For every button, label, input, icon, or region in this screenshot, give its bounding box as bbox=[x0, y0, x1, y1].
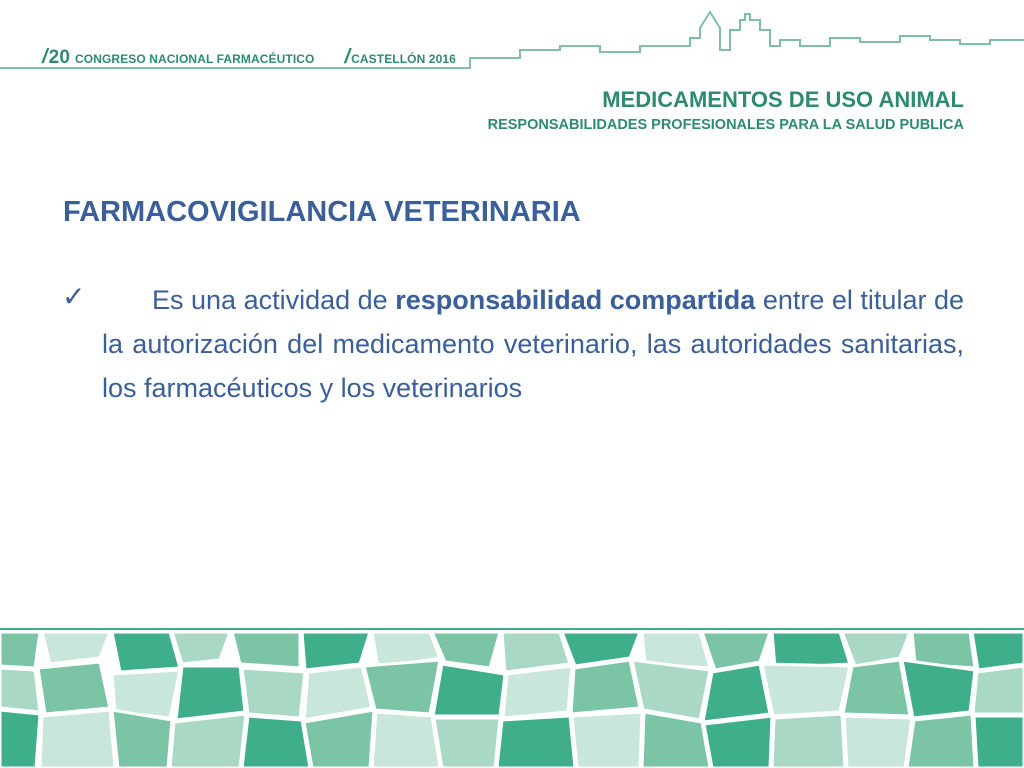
main-title: MEDICAMENTOS DE USO ANIMAL bbox=[602, 87, 964, 112]
congress-name: CONGRESO NACIONAL FARMACÉUTICO bbox=[75, 52, 315, 66]
section-heading: FARMACOVIGILANCIA VETERINARIA bbox=[63, 196, 581, 228]
subtitle: RESPONSABILIDADES PROFESIONALES PARA LA SALUD PUBLICA bbox=[487, 117, 964, 133]
edition-number: 20 bbox=[48, 47, 71, 68]
bullet-suffix: entre el titular de la autorización del medicamento veterinario, las autoridades sanitarias, los farmacéuticos y los veterinarios bbox=[102, 285, 964, 403]
congress-banner bbox=[42, 46, 456, 70]
bullet-text bbox=[102, 278, 964, 410]
slash-mark: / bbox=[344, 46, 351, 68]
bullet-prefix: Es una actividad de bbox=[152, 285, 396, 315]
city-year: CASTELLÓN 2016 bbox=[351, 52, 456, 66]
check-icon: ✓ bbox=[62, 281, 86, 312]
slash-mark: / bbox=[42, 46, 48, 68]
bullet-emphasis: responsabilidad compartida bbox=[395, 285, 756, 315]
mosaic-footer-graphic bbox=[0, 628, 1024, 768]
title-block bbox=[488, 86, 964, 136]
bullet-item bbox=[62, 278, 964, 410]
